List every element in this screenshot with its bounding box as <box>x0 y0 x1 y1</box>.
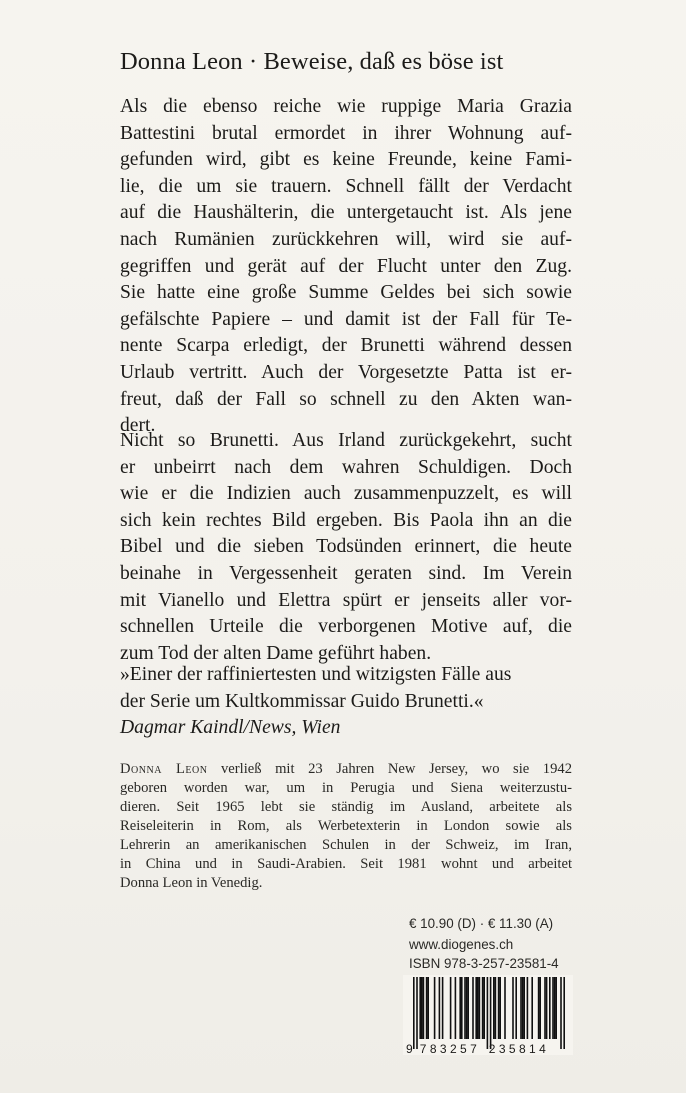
barcode-bar <box>482 977 484 1039</box>
barcode-bar <box>495 977 497 1039</box>
barcode-right-digits: 235814 <box>488 1042 550 1055</box>
barcode-bar <box>434 977 436 1039</box>
barcode-bar <box>499 977 501 1039</box>
barcode-bar <box>413 977 415 1049</box>
price-label: € 10.90 (D) · € 11.30 (A) <box>409 916 554 931</box>
blurb-line: dert. <box>120 415 156 437</box>
book-title: Donna Leon · Beweise, daß es böse ist <box>120 48 504 75</box>
author-bio <box>120 760 572 893</box>
barcode-bar <box>523 977 525 1039</box>
blurb-line: sich kein rechtes Bild ergeben. Bis Paola ihn an die <box>120 509 572 531</box>
barcode-bar <box>544 977 546 1039</box>
barcode-first-digit: 9 <box>406 1042 413 1055</box>
blurb-line: nente Scarpa erledigt, der Brunetti während dessen <box>120 335 572 357</box>
ean-barcode <box>403 975 573 1055</box>
barcode-bar <box>477 977 479 1039</box>
barcode-bar <box>421 977 423 1039</box>
barcode-bar <box>498 977 500 1039</box>
bio-line: Donna Leon in Venedig. <box>120 875 263 891</box>
barcode-bar <box>539 977 541 1039</box>
isbn-number: ISBN 978-3-257-23581-4 <box>409 956 559 971</box>
barcode-bar <box>427 977 429 1039</box>
barcode-bar <box>554 977 556 1039</box>
barcode-bar <box>426 977 428 1039</box>
barcode-bar <box>423 977 425 1039</box>
barcode-bar <box>416 977 418 1049</box>
bio-line-text: verließ mit 23 Jahren New Jersey, wo sie 1942 <box>221 761 572 777</box>
bio-line: dieren. Seit 1965 lebt sie ständig im Ausland, arbeitete als <box>120 799 572 815</box>
bio-line: geboren worden war, um in Perugia und Siena weiterzustu- <box>120 780 572 796</box>
blurb-line: Bibel und die sieben Todsünden erinnert, die heute <box>120 536 572 558</box>
barcode-bar <box>549 977 551 1039</box>
blurb-paragraph-2 <box>120 428 572 667</box>
blurb-line: Sie hatte eine große Summe Geldes bei sich sowie <box>120 282 572 304</box>
barcode-bar <box>439 977 441 1039</box>
barcode-bar <box>466 977 468 1039</box>
barcode-left-digits: 783257 <box>419 1042 481 1055</box>
quote-source: Dagmar Kaindl/News, Wien <box>120 717 341 739</box>
bio-author-name: Donna Leon <box>120 761 208 777</box>
blurb-line: Battestini brutal ermordet in ihrer Wohnung auf- <box>120 122 572 144</box>
barcode-bar <box>560 977 562 1049</box>
blurb-line: mit Vianello und Elettra spürt er jenseits aller vor- <box>120 589 572 611</box>
barcode-bar <box>450 977 452 1039</box>
barcode-bar <box>555 977 557 1039</box>
barcode-bar <box>459 977 461 1039</box>
barcode-bar <box>487 977 489 1049</box>
quote-line: »Einer der raffiniertesten und witzigsten Fälle aus <box>120 664 512 685</box>
blurb-line: freut, daß der Fall so schnell zu den Akten wan- <box>120 388 572 410</box>
barcode-bar <box>527 977 529 1039</box>
barcode-bar <box>461 977 463 1039</box>
barcode-bar <box>464 977 466 1039</box>
barcode-bar <box>531 977 533 1039</box>
publisher-website: www.diogenes.ch <box>409 937 514 952</box>
barcode-bar <box>552 977 554 1039</box>
barcode-bar <box>442 977 444 1039</box>
blurb-line: wie er die Indizien auch zusammenpuzzelt, es will <box>120 483 572 505</box>
blurb-line: gegriffen und gerät auf der Flucht unter den Zug. <box>120 255 572 277</box>
barcode-bar <box>467 977 469 1039</box>
barcode-bar <box>546 977 548 1039</box>
barcode-bar <box>538 977 540 1039</box>
blurb-line: auf die Haushälterin, die untergetaucht ist. Als jene <box>120 202 572 224</box>
bio-line: Reiseleiterin in Rom, als Werbetexterin in London sowie als <box>120 818 572 834</box>
blurb-line: Nicht so Brunetti. Aus Irland zurückgekehrt, sucht <box>120 430 572 451</box>
barcode-bar <box>515 977 517 1039</box>
blurb-line: Als die ebenso reiche wie ruppige Maria Grazia <box>120 96 572 117</box>
barcode-bar <box>419 977 421 1039</box>
bio-line <box>120 760 572 779</box>
barcode-bar <box>512 977 514 1039</box>
blurb-line: zum Tod der alten Dame geführt haben. <box>120 642 432 664</box>
barcode-bar <box>493 977 495 1039</box>
barcode-bar <box>472 977 474 1039</box>
blurb-line: gefälschte Papiere – und damit ist der Fall für Te- <box>120 308 572 330</box>
quote-line: der Serie um Kultkommissar Guido Brunetti.« <box>120 690 484 712</box>
barcode-bar <box>455 977 457 1039</box>
blurb-line: nach Rumänien zurückkehren will, wird sie auf- <box>120 228 572 250</box>
barcode-bar <box>479 977 481 1039</box>
blurb-paragraph-1 <box>120 94 572 440</box>
press-quote <box>120 662 572 742</box>
barcode-bar <box>522 977 524 1039</box>
barcode-bar <box>504 977 506 1039</box>
barcode-bar <box>563 977 565 1049</box>
barcode-bar <box>483 977 485 1039</box>
blurb-line: er unbeirrt nach dem wahren Schuldigen. Doch <box>120 456 572 478</box>
bio-line: in China und in Saudi-Arabien. Seit 1981 wohnt und arbeitet <box>120 856 572 872</box>
bio-line: Lehrerin an amerikanischen Schulen in der Schweiz, im Iran, <box>120 837 572 853</box>
blurb-line: Urlaub vertritt. Auch der Vorgesetzte Patta ist er- <box>120 361 572 383</box>
blurb-line: schnellen Urteile die verborgenen Motive auf, die <box>120 616 572 638</box>
blurb-line: beinahe in Vergessenheit geraten sind. Im Verein <box>120 562 572 584</box>
barcode-bar <box>520 977 522 1039</box>
barcode-bar <box>475 977 477 1039</box>
blurb-line: lie, die um sie trauern. Schnell fällt der Verdacht <box>120 175 572 197</box>
barcode-bar <box>490 977 492 1049</box>
blurb-line: gefunden wird, gibt es keine Freunde, keine Fami- <box>120 149 572 171</box>
